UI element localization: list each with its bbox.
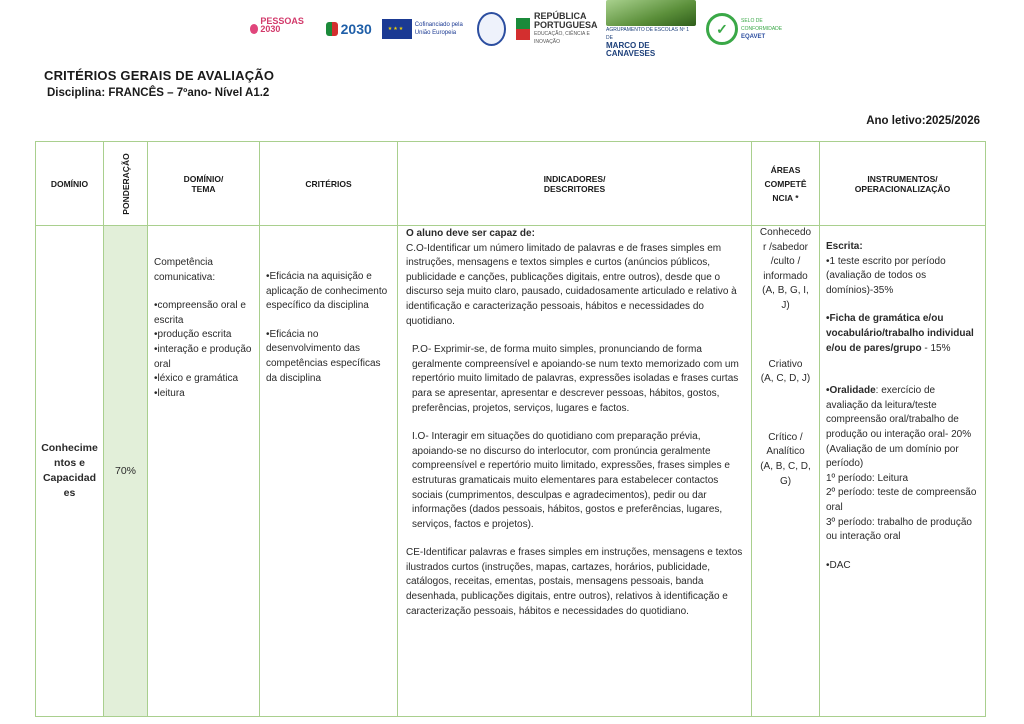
header-tema (148, 142, 260, 226)
portugal-2030-mark-icon (326, 22, 338, 36)
eu-cofinanced-logo (382, 19, 467, 39)
table-header-row (36, 142, 986, 226)
instr-period: 1º período: Leitura (826, 472, 909, 484)
dominio-line: ntos e (54, 457, 85, 469)
header-ponderacao (104, 142, 148, 226)
dominio-line: Conhecime (41, 442, 98, 454)
cell-instrumentos (820, 226, 986, 717)
school-year: Ano letivo:2025/2026 (866, 115, 980, 127)
portugal-2030-text: 2030 (340, 21, 372, 37)
header-areas-line: NCIA * (772, 192, 799, 203)
area-line: Conhecedo (759, 227, 812, 238)
area-criativo (756, 358, 815, 387)
agrupamento-logo (606, 0, 696, 58)
tema-title: Competência comunicativa: (154, 257, 216, 283)
criteria-table (35, 141, 986, 717)
header-dominio: DOMÍNIO (36, 142, 104, 226)
checkmark-icon: ✓ (706, 13, 738, 45)
pessoas-2030-text: PESSOAS 2030 (260, 16, 304, 34)
instr-ficha-rest: - 15% (921, 342, 951, 354)
republica-text: REPÚBLICA PORTUGUESA (534, 11, 598, 30)
header-instrumentos-line: INSTRUMENTOS/ (867, 173, 938, 184)
header-indicadores (398, 142, 752, 226)
indicadores-intro: O aluno deve ser capaz de: (406, 228, 535, 239)
tema-item: •compreensão oral e escrita (154, 300, 246, 326)
table-row (36, 226, 986, 717)
tema-item: •leitura (154, 387, 185, 399)
header-indicadores-line: DESCRITORES (543, 183, 606, 194)
pessoas-2030-logo (250, 17, 316, 41)
eqavet-selo-logo (706, 13, 783, 45)
cell-dominio (36, 226, 104, 717)
page-title: CRITÉRIOS GERAIS DE AVALIAÇÃO (44, 68, 275, 83)
page-subtitle: Disciplina: FRANCÊS – 7ºano- Nível A1.2 (47, 87, 270, 99)
criterio-item: •Eficácia no desenvolvimento das competências específicas da disciplina (266, 328, 381, 384)
instr-oralidade-note: (Avaliação de um domínio por período) (826, 443, 959, 470)
cell-criterios (260, 226, 398, 717)
cell-indicadores (398, 226, 752, 717)
area-line: (A, B, C, D, (760, 460, 811, 472)
tema-item: •interação e produção oral (154, 343, 252, 370)
agrupamento-landscape-icon (606, 0, 696, 26)
instr-escrita-title: Escrita: (826, 241, 863, 252)
pessoas-2030-mark-icon (250, 24, 258, 34)
eqavet-badge-logo (477, 12, 506, 46)
header-indicadores-line: INDICADORES/ (543, 173, 606, 184)
header-tema-line: DOMÍNIO/ (183, 173, 224, 184)
area-conhecedor (756, 226, 815, 314)
cell-areas (752, 226, 820, 717)
indicador-paragraph: I.O- Interagir em situações do quotidiano com preparação prévia, apoiando-se no discurso do interlocutor, com pronúncia geralmente compreensível e repertório muito limitado, expressões, frases simples e estruturas gramaticais muito elementares para estabelecer contactos sociais (cumprimentos, desculpas e agradecimentos), pedir ou dar informações (dados pessoais, hábitos, gostos e preferências, lugares, serviços, factos e projetos). (412, 431, 730, 530)
eu-cofinanced-text: Cofinanciado pela União Europeia (414, 22, 463, 36)
header-instrumentos (820, 142, 986, 226)
selo-sub: SELO DE CONFORMIDADE (741, 18, 783, 32)
republica-portuguesa-logo (516, 12, 596, 46)
indicador-paragraph: CE-Identificar palavras e frases simples em instruções, mensagens e textos ilustrados curtos (instruções, mapas, cartazes, horários, publicidade, catálogos, receitas, ementas, postais, mensagens pessoais, banda desenhada, publicações digitais, entre outros), relativos à identificação e caracterização pessoais, hábitos e necessidades do quotidiano. (406, 547, 743, 617)
dominio-line: Capacidad (42, 472, 97, 484)
area-line: Criativo (768, 358, 803, 370)
instr-dac: •DAC (826, 559, 851, 571)
header-logos (250, 6, 783, 58)
header-tema-line: TEMA (191, 183, 216, 194)
pessoas-2030-tagline (260, 33, 315, 41)
header-areas (752, 142, 820, 226)
header-areas-line: COMPETÊ (764, 178, 807, 189)
instr-period: 3º período: trabalho de produção ou interação oral (826, 516, 972, 543)
area-line: (A, C, D, J) (760, 373, 811, 385)
selo-text: EQAVET (741, 34, 766, 40)
republica-sub: EDUCAÇÃO, CIÊNCIA E INOVAÇÃO (534, 31, 590, 45)
dominio-line: es (63, 487, 76, 499)
instr-period: 2º período: teste de compreensão oral (826, 487, 977, 513)
header-ponderacao-label: PONDERAÇÃO (120, 152, 131, 215)
eu-flag-icon (382, 19, 412, 39)
republica-flag-icon (516, 18, 530, 40)
area-line: Analítico (766, 446, 805, 458)
instr-oralidade-text: : exercício de avaliação da leitura/teste compreensão oral/trabalho de produção ou interação oral- 20% (826, 385, 972, 440)
cell-tema (148, 226, 260, 717)
header-instrumentos-line: OPERACIONALIZAÇÃO (854, 183, 951, 194)
agrupamento-text: MARCO DE CANAVESES (606, 41, 656, 58)
agrupamento-sub: AGRUPAMENTO DE ESCOLAS Nº 1 DE (606, 27, 690, 41)
area-line: informado (763, 270, 808, 282)
area-line: Crítico / (768, 431, 803, 443)
tema-item: •produção escrita (154, 329, 232, 341)
area-line: (A, B, G, I, (762, 285, 809, 297)
criterio-item: •Eficácia na aquisição e aplicação de conhecimento específico da disciplina (266, 271, 388, 312)
tema-item: •léxico e gramática (154, 373, 239, 385)
instr-oralidade (826, 384, 979, 442)
area-line: J) (781, 299, 790, 311)
area-line: G) (779, 475, 792, 487)
indicador-paragraph: C.O-Identificar um número limitado de palavras e de frases simples em instruções, mensagens e textos simples e curtos (anúncios públicos, publicidade e canções, publicações digitais, entre outros), desde que o discurso seja muito claro, pausado, cuidadosamente articulado e relativo à identificação e caracterização pessoais, hábitos e necessidades do quotidiano. (406, 242, 737, 327)
indicador-paragraph: P.O- Exprimir-se, de forma muito simples, pronunciando de forma geralmente compreensível e apoiando-se num texto memorizado com um repertório muito limitado de palavras, expressões isoladas e frases curtas para se apresentar, apresentar e descrever pessoas, hábitos, gostos, preferências, projetos, serviços, lugares e factos. (412, 344, 739, 414)
header-areas-line: ÁREAS (770, 164, 801, 175)
area-line: r /sabedor (762, 241, 809, 253)
instr-ficha (826, 312, 979, 356)
instr-oralidade-bold: •Oralidade (826, 385, 876, 397)
portugal-2030-logo (326, 22, 372, 36)
instr-ficha-bold: •Ficha de gramática e/ou vocabulário/trabalho individual e/ou de pares/grupo (826, 313, 974, 354)
area-line: /culto / (770, 256, 801, 268)
cell-ponderacao: 70% (104, 226, 148, 717)
area-critico (756, 431, 815, 489)
header-criterios: CRITÉRIOS (260, 142, 398, 226)
instr-escrita-text: •1 teste escrito por período (avaliação de todos os domínios)-35% (826, 255, 946, 296)
